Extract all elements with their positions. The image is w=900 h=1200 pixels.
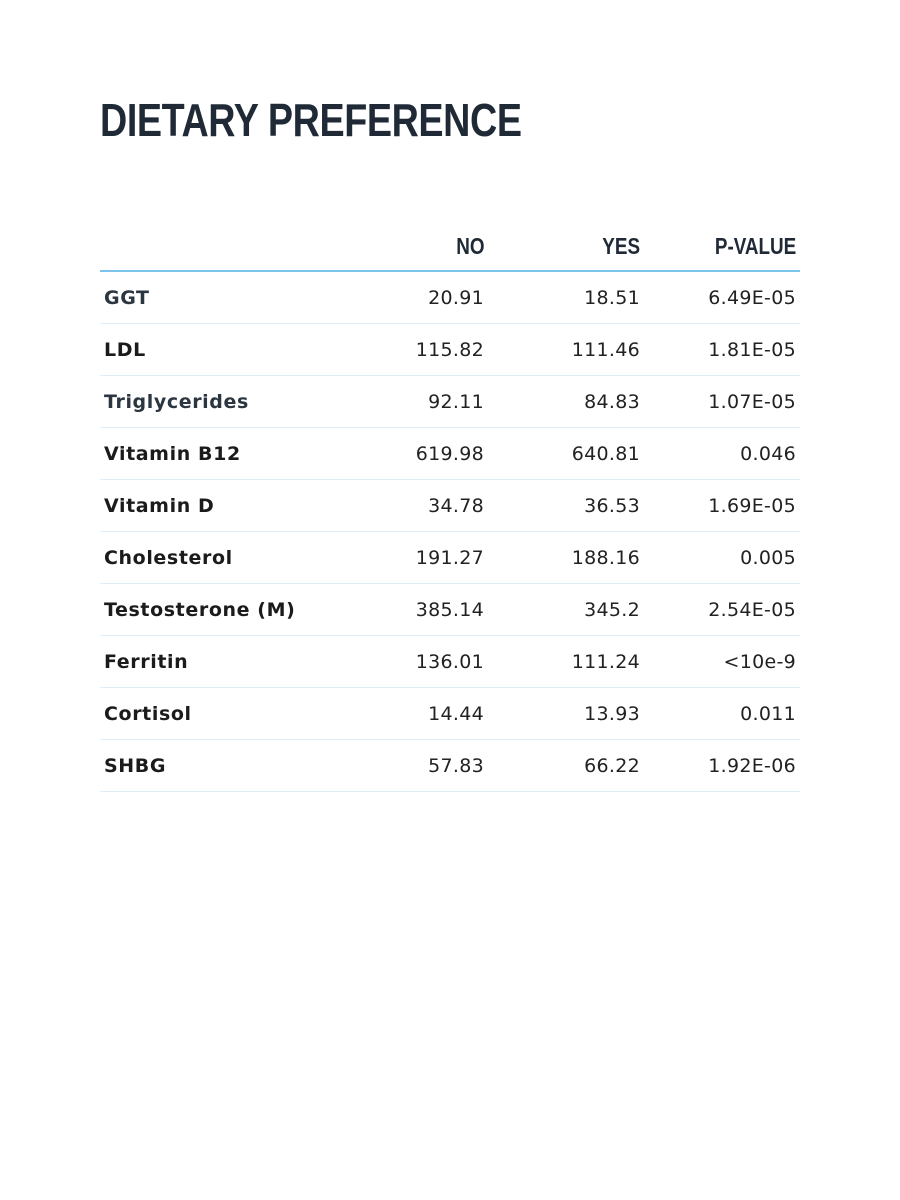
p-value: <10e-9 xyxy=(644,636,800,688)
results-table xyxy=(100,222,800,792)
yes-value: 111.46 xyxy=(488,324,644,376)
marker-name: Testosterone (M) xyxy=(100,584,344,636)
p-value: 0.011 xyxy=(644,688,800,740)
yes-value: 36.53 xyxy=(488,480,644,532)
table-row xyxy=(100,376,800,428)
marker-name: Cholesterol xyxy=(100,532,344,584)
no-value: 34.78 xyxy=(344,480,488,532)
marker-name: LDL xyxy=(100,324,344,376)
p-value: 2.54E-05 xyxy=(644,584,800,636)
table-row xyxy=(100,271,800,324)
page-title: DIETARY PREFERENCE xyxy=(100,94,522,146)
table-row xyxy=(100,636,800,688)
p-value: 1.07E-05 xyxy=(644,376,800,428)
yes-value: 66.22 xyxy=(488,740,644,792)
marker-name: Cortisol xyxy=(100,688,344,740)
no-value: 385.14 xyxy=(344,584,488,636)
column-header-p-value: P-VALUE xyxy=(644,222,800,271)
p-value: 1.92E-06 xyxy=(644,740,800,792)
column-header-marker xyxy=(100,222,344,271)
yes-value: 188.16 xyxy=(488,532,644,584)
column-header-no: NO xyxy=(344,222,488,271)
marker-name: Vitamin B12 xyxy=(100,428,344,480)
table-row xyxy=(100,532,800,584)
table-row xyxy=(100,584,800,636)
table-row xyxy=(100,480,800,532)
yes-value: 345.2 xyxy=(488,584,644,636)
no-value: 115.82 xyxy=(344,324,488,376)
no-value: 136.01 xyxy=(344,636,488,688)
p-value: 0.005 xyxy=(644,532,800,584)
no-value: 191.27 xyxy=(344,532,488,584)
no-value: 20.91 xyxy=(344,271,488,324)
table-row xyxy=(100,688,800,740)
table-header-row xyxy=(100,222,800,271)
p-value: 0.046 xyxy=(644,428,800,480)
no-value: 619.98 xyxy=(344,428,488,480)
marker-name: SHBG xyxy=(100,740,344,792)
no-value: 92.11 xyxy=(344,376,488,428)
table-row xyxy=(100,428,800,480)
marker-name: Triglycerides xyxy=(100,376,344,428)
p-value: 6.49E-05 xyxy=(644,271,800,324)
marker-name: Ferritin xyxy=(100,636,344,688)
p-value: 1.69E-05 xyxy=(644,480,800,532)
column-header-yes: YES xyxy=(488,222,644,271)
yes-value: 640.81 xyxy=(488,428,644,480)
yes-value: 111.24 xyxy=(488,636,644,688)
no-value: 57.83 xyxy=(344,740,488,792)
table-row xyxy=(100,324,800,376)
table-row xyxy=(100,740,800,792)
yes-value: 18.51 xyxy=(488,271,644,324)
yes-value: 84.83 xyxy=(488,376,644,428)
p-value: 1.81E-05 xyxy=(644,324,800,376)
marker-name: Vitamin D xyxy=(100,480,344,532)
marker-name: GGT xyxy=(100,271,344,324)
no-value: 14.44 xyxy=(344,688,488,740)
yes-value: 13.93 xyxy=(488,688,644,740)
